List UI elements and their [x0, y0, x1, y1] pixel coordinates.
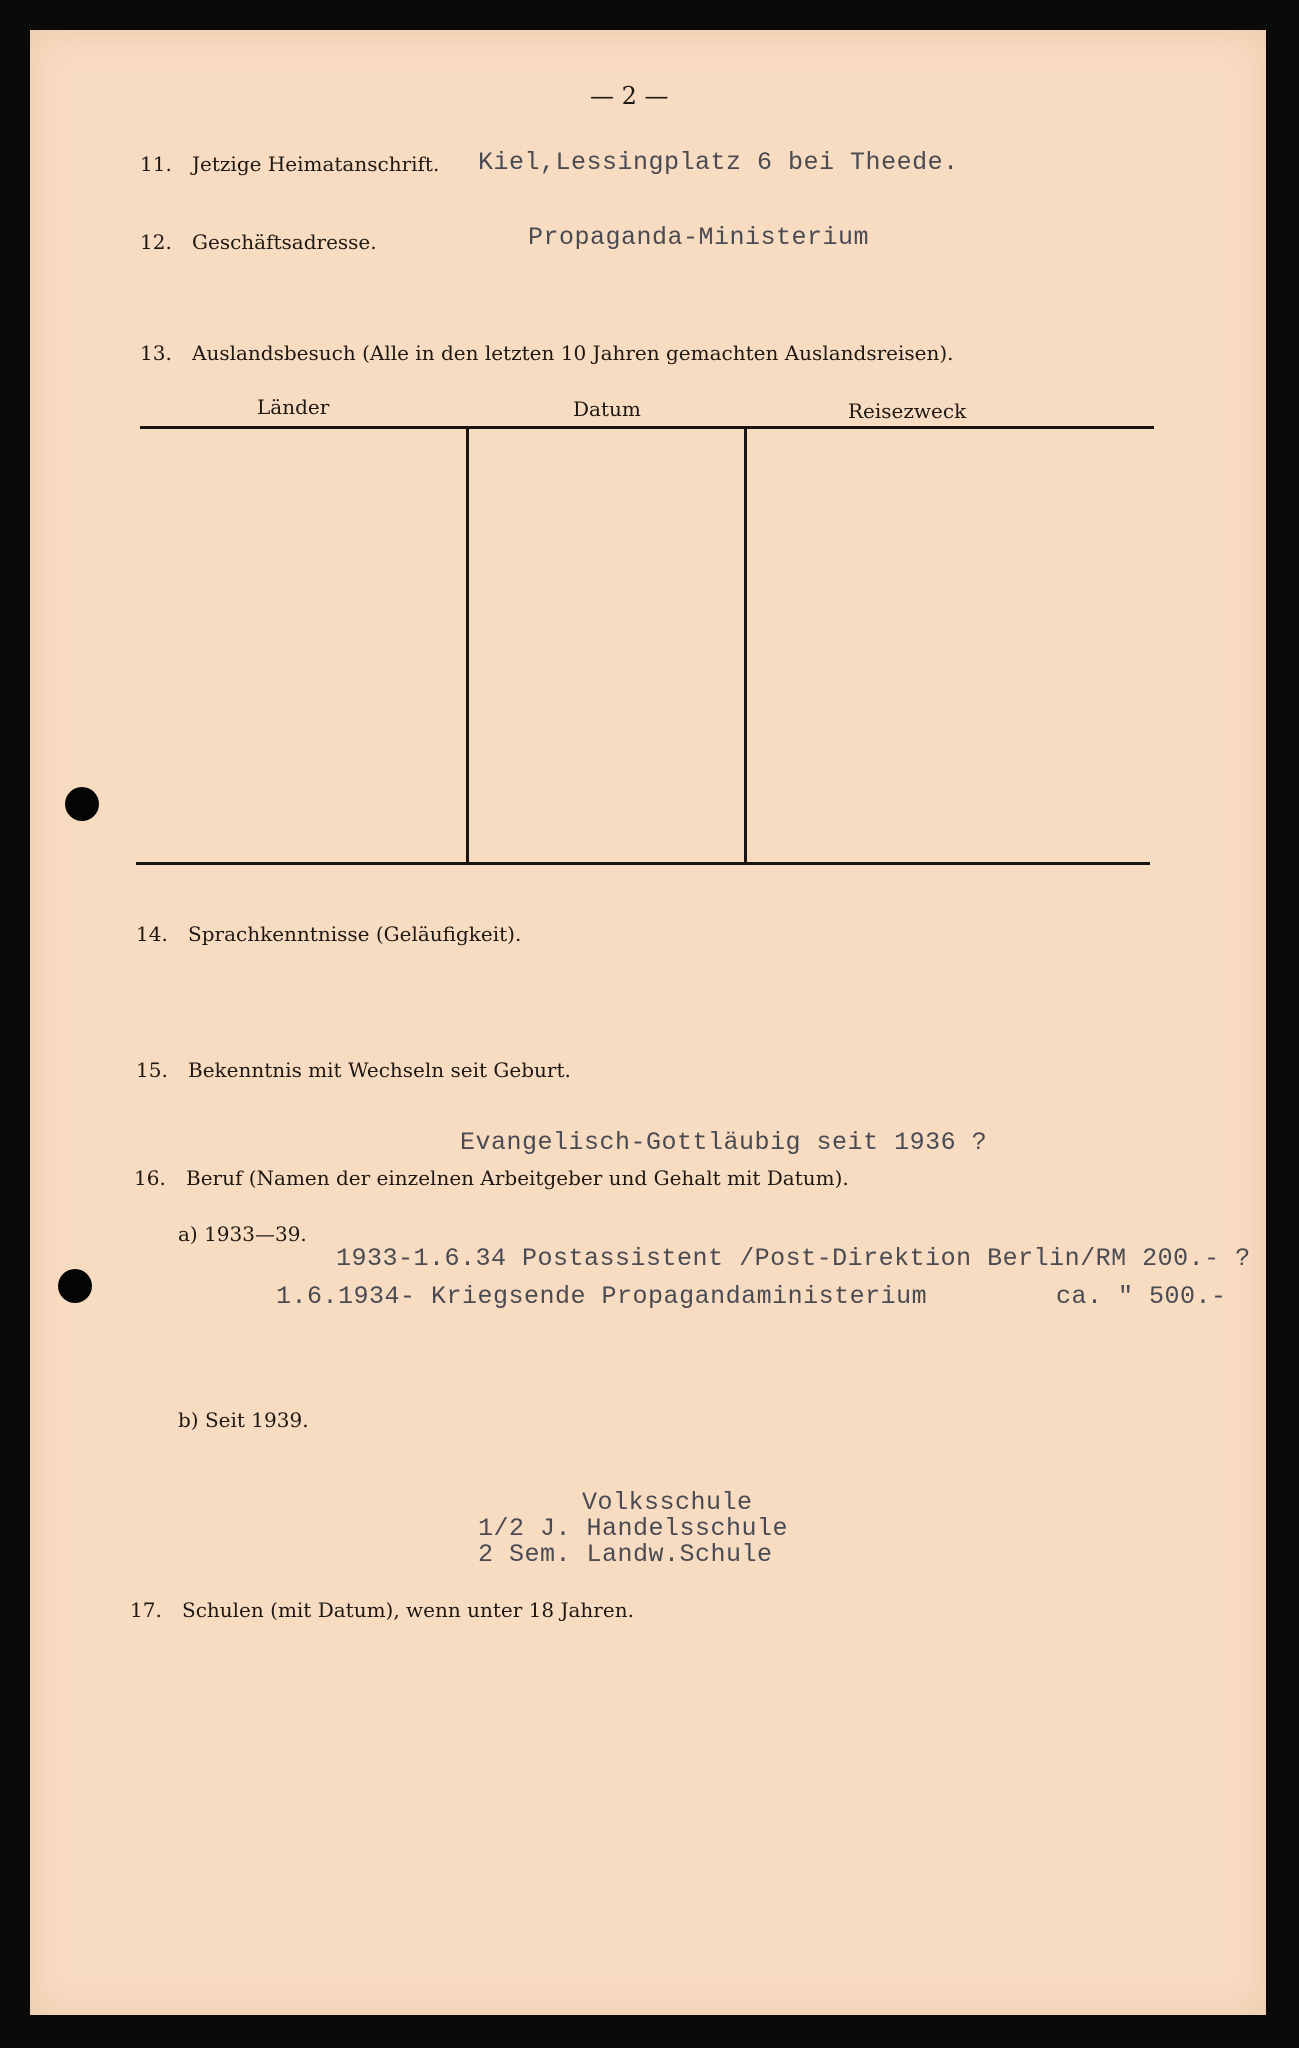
punch-hole-top	[65, 787, 99, 821]
table-divider-1	[466, 428, 469, 862]
item-14-number: 14.	[136, 922, 168, 946]
item-13-number: 13.	[140, 341, 172, 365]
table-top-rule	[140, 426, 1154, 429]
school-line-2: 1/2 J. Handelsschule	[478, 1514, 789, 1543]
column-header-reisezweck: Reisezweck	[848, 399, 967, 423]
document-page	[30, 30, 1266, 2015]
item-12-label: Geschäftsadresse.	[192, 230, 377, 254]
item-11-label: Jetzige Heimatanschrift.	[192, 152, 440, 176]
item-16-label: Beruf (Namen der einzelnen Arbeitgeber und Gehalt mit Datum).	[186, 1166, 849, 1190]
item-17-label: Schulen (mit Datum), wenn unter 18 Jahren.	[182, 1598, 634, 1622]
item-16a-line-1: 1933-1.6.34 Postassistent /Post-Direktion Berlin/RM 200.- ?	[336, 1244, 1251, 1273]
school-line-3: 2 Sem. Landw.Schule	[478, 1540, 773, 1569]
item-16a-label: a) 1933—39.	[178, 1222, 307, 1246]
item-15-number: 15.	[136, 1058, 168, 1082]
item-16a-line-2-left: 1.6.1934- Kriegsende Propagandaministerium	[276, 1282, 928, 1311]
item-17-number: 17.	[130, 1598, 162, 1622]
item-16a-line-2-right: ca. " 500.-	[1056, 1282, 1227, 1311]
item-12-number: 12.	[140, 230, 172, 254]
table-divider-2	[744, 428, 747, 862]
item-11-number: 11.	[140, 152, 172, 176]
item-11-value: Kiel,Lessingplatz 6 bei Theede.	[478, 148, 959, 177]
page-number: — 2 —	[590, 82, 669, 110]
item-15-value: Evangelisch-Gottläubig seit 1936 ?	[460, 1128, 988, 1157]
column-header-datum: Datum	[573, 397, 641, 421]
item-13-label: Auslandsbesuch (Alle in den letzten 10 Jahren gemachten Auslandsreisen).	[192, 341, 954, 365]
school-line-1: Volksschule	[582, 1488, 753, 1517]
column-header-laender: Länder	[257, 395, 330, 419]
item-12-value: Propaganda-Ministerium	[528, 223, 870, 252]
item-15-label: Bekenntnis mit Wechseln seit Geburt.	[188, 1058, 571, 1082]
item-16b-label: b) Seit 1939.	[178, 1408, 309, 1432]
item-14-label: Sprachkenntnisse (Geläufigkeit).	[188, 922, 522, 946]
item-16-number: 16.	[134, 1166, 166, 1190]
table-bottom-rule	[136, 862, 1150, 865]
punch-hole-bottom	[58, 1269, 92, 1303]
